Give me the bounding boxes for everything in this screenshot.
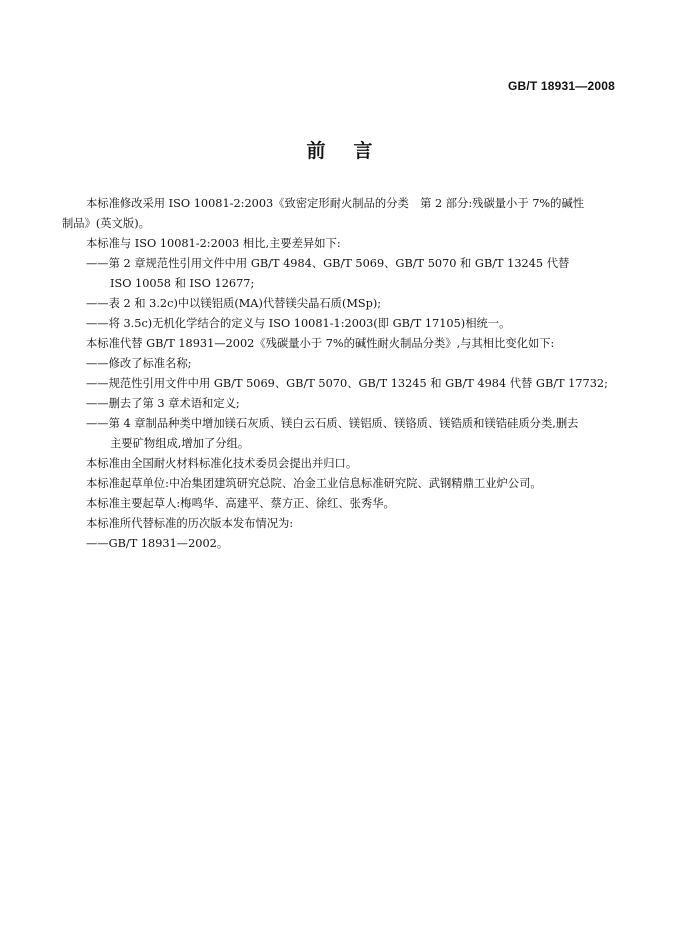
paragraph-adoption-line2: 制品》(英文版)。 (62, 217, 150, 230)
difference-item-2: ——表 2 和 3.2c)中以镁铝质(MA)代替镁尖晶石质(MSp); (86, 297, 382, 310)
paragraph-changes-intro: 本标准代替 GB/T 18931—2002《残碳量小于 7%的碱性耐火制品分类》,与其相比变化如下: (86, 337, 555, 350)
change-item-4-line2: 主要矿物组成,增加了分组。 (110, 437, 250, 450)
difference-item-1 (62, 254, 618, 294)
paragraph-history-intro: 本标准所代替标准的历次版本发布情况为: (86, 517, 294, 530)
title-char-1: 前 (306, 140, 326, 162)
paragraph-adoption-line1: 本标准修改采用 ISO 10081-2:2003《致密定形耐火制品的分类 第 2 部分:残碳量小于 7%的碱性 (86, 197, 585, 210)
paragraph-drafters: 本标准主要起草人:梅鸣华、高建平、蔡方正、徐红、张秀华。 (86, 497, 395, 510)
change-item-4-line1: ——第 4 章制品种类中增加镁石灰质、镁白云石质、镁铝质、镁铬质、镁锆质和镁锆硅质分类,删去 (86, 417, 579, 430)
foreword-body (62, 194, 618, 554)
standard-number: GB/T 18931—2008 (507, 79, 615, 93)
history-item-1: ——GB/T 18931—2002。 (86, 537, 229, 550)
paragraph-differences-intro: 本标准与 ISO 10081-2:2003 相比,主要差异如下: (86, 237, 341, 250)
difference-item-3: ——将 3.5c)无机化学结合的定义与 ISO 10081-1:2003(即 GB/T 17105)相统一。 (86, 317, 511, 330)
paragraph-proposer: 本标准由全国耐火材料标准化技术委员会提出并归口。 (86, 457, 358, 470)
change-item-3: ——删去了第 3 章术语和定义; (86, 397, 240, 410)
title-char-2: 言 (353, 140, 373, 162)
paragraph-drafting-units: 本标准起草单位:中冶集团建筑研究总院、冶金工业信息标准研究院、武钢精鼎工业炉公司。 (86, 477, 542, 490)
change-item-4 (62, 414, 618, 454)
change-item-2: ——规范性引用文件中用 GB/T 5069、GB/T 5070、GB/T 13245 和 GB/T 4984 代替 GB/T 17732; (86, 377, 608, 390)
difference-item-1-line1: ——第 2 章规范性引用文件中用 GB/T 4984、GB/T 5069、GB/T 5070 和 GB/T 13245 代替 (86, 257, 570, 270)
difference-item-1-line2: ISO 10058 和 ISO 12677; (110, 277, 255, 290)
page-title (0, 136, 679, 163)
change-item-1: ——修改了标准名称; (86, 357, 192, 370)
